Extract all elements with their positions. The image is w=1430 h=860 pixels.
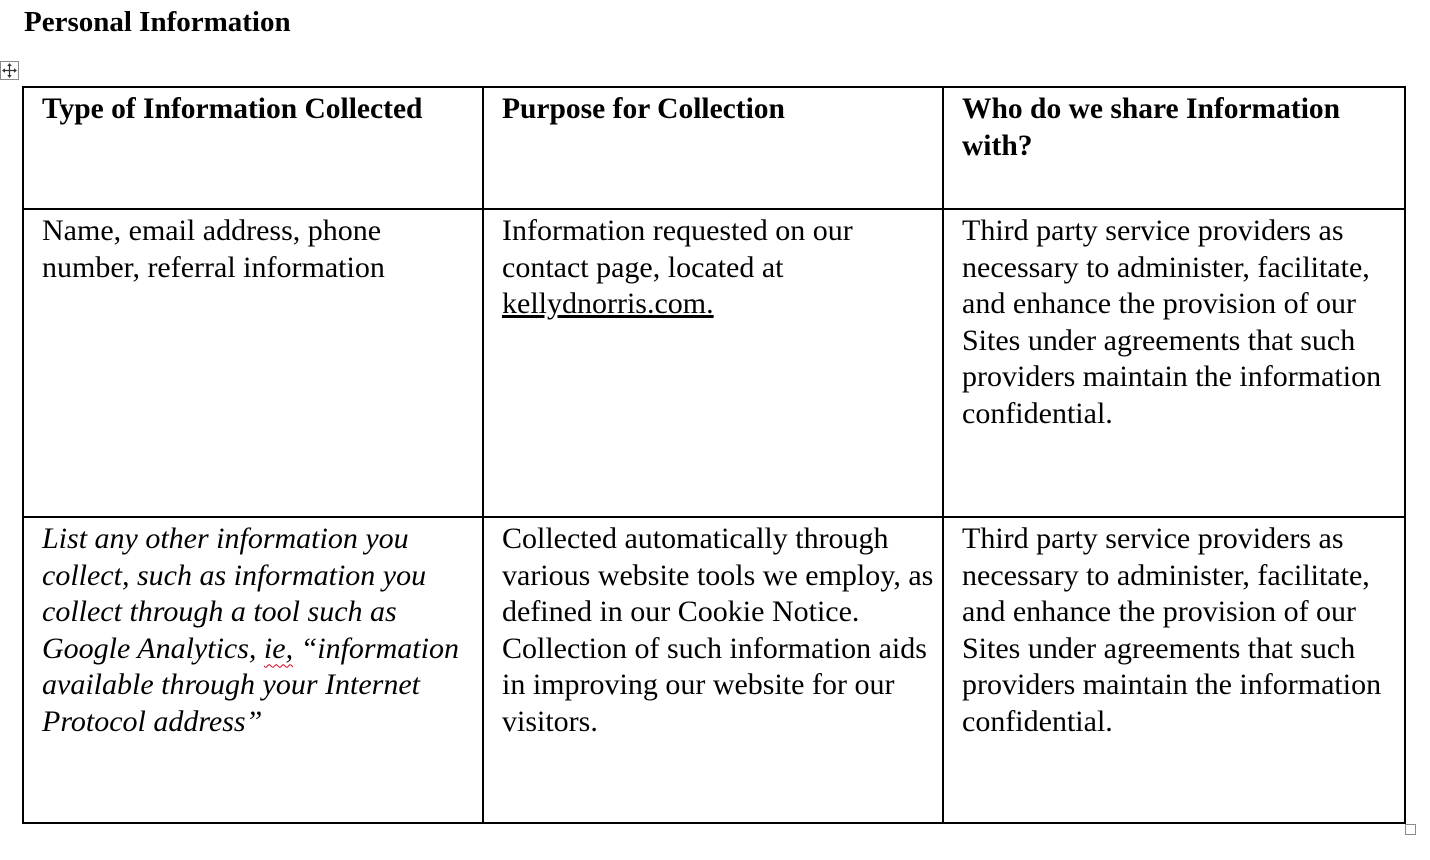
purpose-text: Information requested on our contact page, located at <box>502 214 853 284</box>
four-way-arrow-icon <box>1 62 18 79</box>
cell-type-collected: Name, email address, phone number, referral information <box>23 209 483 517</box>
section-heading: Personal Information <box>24 6 291 38</box>
table-row <box>23 209 1405 517</box>
spellcheck-flagged-word[interactable]: ie, <box>263 631 294 665</box>
cell-share-with: Third party service providers as necessary to administer, facilitate, and enhance the provision of our Sites under agreements that such providers maintain the information confidential. <box>943 209 1405 517</box>
table-row <box>23 517 1405 823</box>
table-move-handle[interactable] <box>0 61 19 80</box>
website-link[interactable]: kellydnorris.com. <box>502 287 714 320</box>
header-share-with: Who do we share Information with? <box>943 87 1405 209</box>
cell-type-collected <box>23 517 483 823</box>
table-header-row <box>23 87 1405 209</box>
header-type-collected: Type of Information Collected <box>23 87 483 209</box>
type-quote: “information available through your Internet Protocol address” <box>42 631 459 738</box>
table-resize-handle[interactable] <box>1405 824 1416 835</box>
header-purpose: Purpose for Collection <box>483 87 943 209</box>
type-text: List any other information you collect, such as information you collect through a tool such as Google Analytics, <box>42 522 427 665</box>
personal-information-table <box>22 86 1406 824</box>
cell-purpose: Collected automatically through various website tools we employ, as defined in our Cookie Notice. Collection of such information aids in improving our website for our visitors. <box>483 517 943 823</box>
cell-purpose <box>483 209 943 517</box>
cell-share-with: Third party service providers as necessary to administer, facilitate, and enhance the provision of our Sites under agreements that such providers maintain the information confidential. <box>943 517 1405 823</box>
